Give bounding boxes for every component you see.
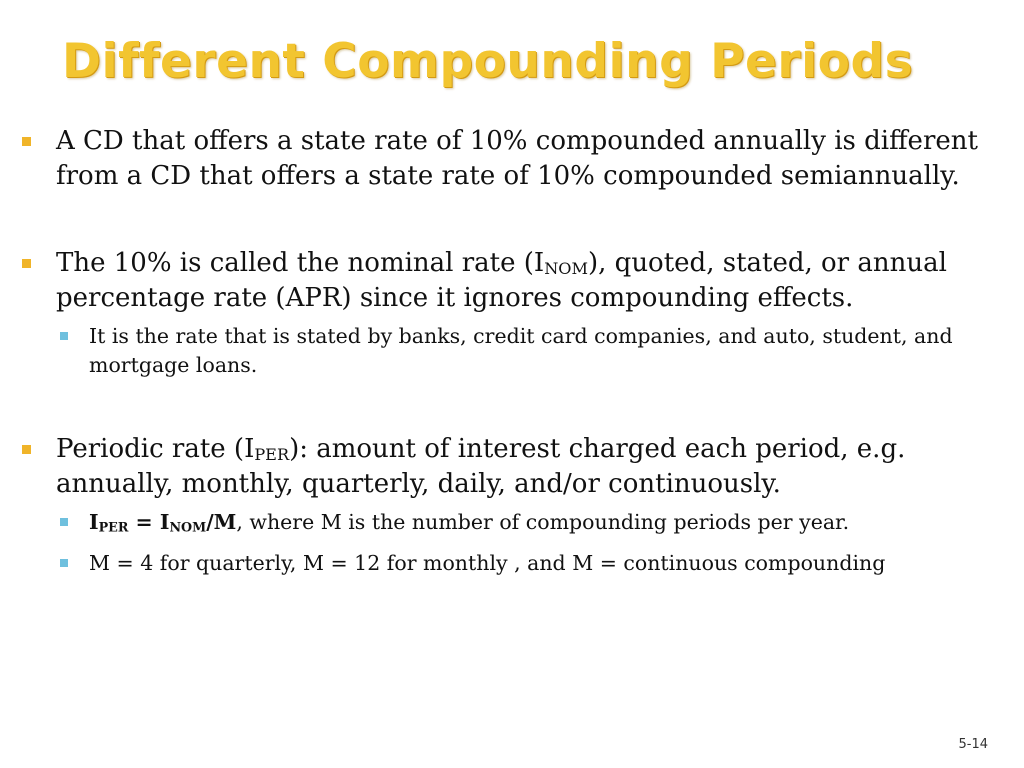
square-bullet-icon [60,332,68,340]
page-number: 5-14 [958,737,988,752]
sub-bullet-text: $I_{PER} = I_{NOM}/M$, where M is the number of compounding periods per year. [89,510,850,535]
square-bullet-icon [22,445,31,454]
sub-bullet-text: M = 4 for quarterly, M = 12 for monthly , and M = continuous compounding [89,551,886,575]
square-bullet-icon [22,259,31,268]
bullet-text: A CD that offers a state rate of 10% compounded annually is different from a CD that offers a state rate of 10% compounded semiannually. [56,126,978,191]
bullet-item [22,124,1012,194]
sub-bullet-item [22,322,1012,380]
sub-bullet-item [22,508,1012,537]
slide-content [22,124,1012,578]
subscript: NOM [544,259,588,279]
bullet-item [22,246,1012,316]
bullet-item [22,432,1012,502]
sub-bullet-text: It is the rate that is stated by banks, credit card companies, and auto, student, and mortgage loans. [89,324,953,377]
bullet-text: Periodic rate $(I_{PER})$: amount of interest charged each period, e.g. annually, monthly, quarterly, daily, and/or continuously. [56,434,906,499]
formula: $I_{PER} = I_{NOM}/M$ [89,510,237,535]
square-bullet-icon [60,518,68,526]
square-bullet-icon [22,137,31,146]
subscript: PER [254,445,290,465]
slide-title: Different Compounding Periods [62,34,914,89]
sub-bullet-item [22,549,1012,578]
bullet-text: The 10% is called the nominal rate $(I_{NOM})$, quoted, stated, or annual percentage rate (APR) since it ignores compounding effects. [56,248,947,313]
square-bullet-icon [60,559,68,567]
